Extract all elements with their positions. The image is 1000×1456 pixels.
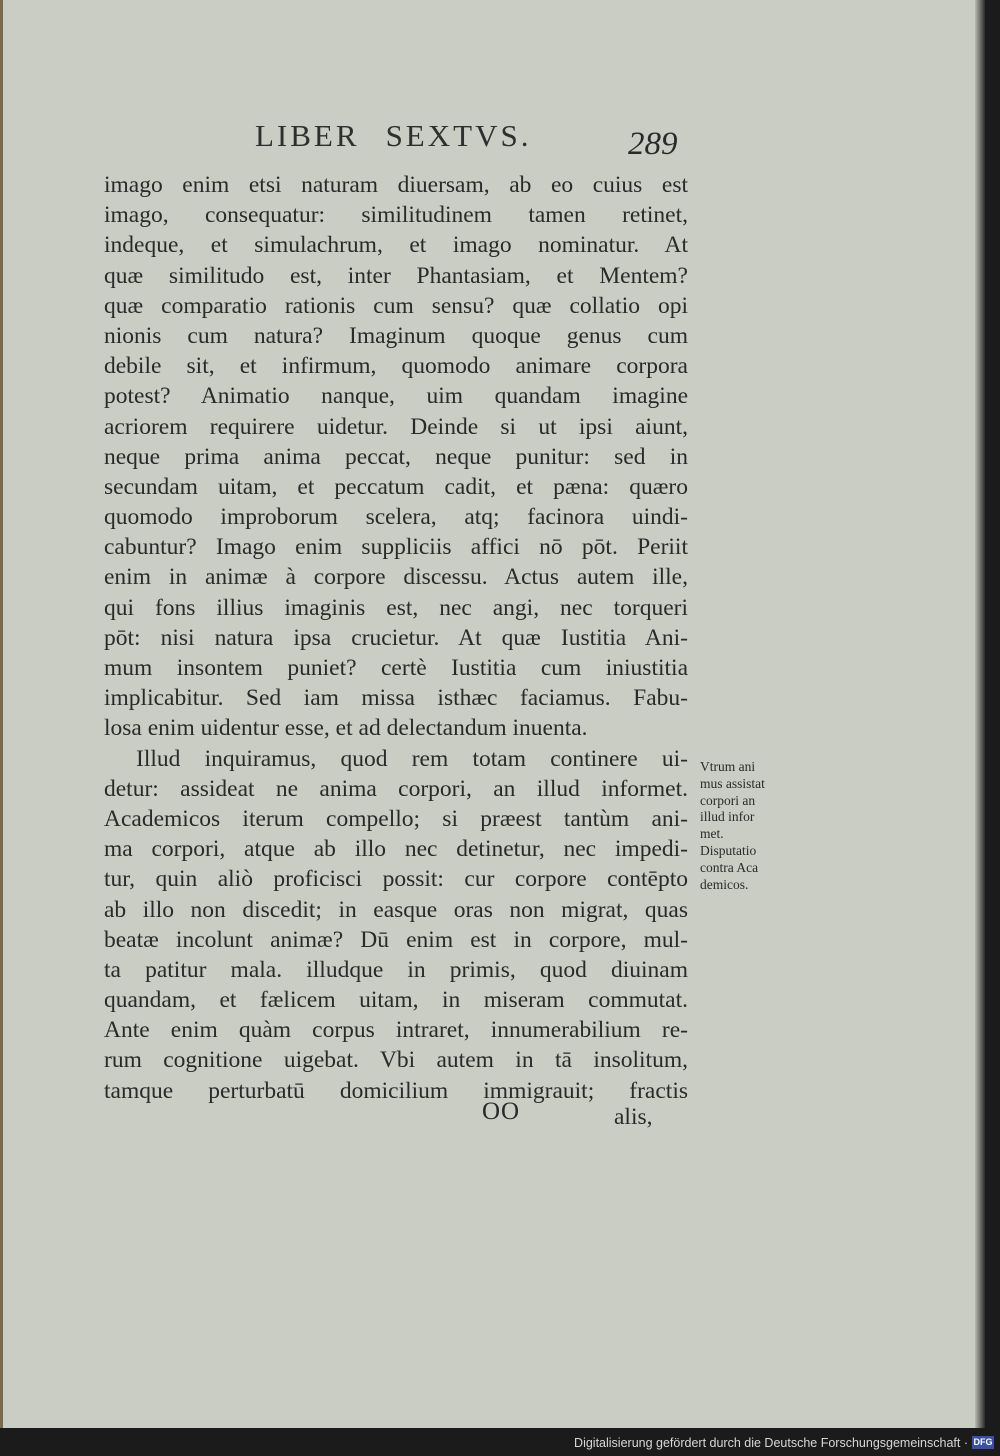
margin-note-line: Vtrum ani bbox=[700, 759, 756, 774]
text-line: quæ comparatio rationis cum sensu? quæ collatio opi bbox=[104, 292, 688, 319]
text-line: quæ similitudo est, inter Phantasiam, et Mentem? bbox=[104, 262, 688, 289]
body-text bbox=[104, 170, 688, 1106]
margin-note-line: met. bbox=[700, 826, 724, 842]
text-line: neque prima anima peccat, neque punitur: sed in bbox=[104, 443, 688, 470]
text-line: ab illo non discedit; in easque oras non migrat, quas bbox=[104, 896, 688, 923]
text-line: enim in animæ à corpore discessu. Actus autem ille, bbox=[104, 564, 688, 591]
margin-note-line: illud infor bbox=[700, 809, 755, 825]
text-line: ma corpori, atque ab illo nec detinetur, nec impedi- bbox=[104, 836, 688, 863]
text-line: ta patitur mala. illudque in primis, quod diuinam bbox=[104, 956, 688, 983]
text-line: losa enim uidentur esse, et ad delectandum inuenta. bbox=[104, 715, 588, 742]
text-line: tur, quin aliò proficisci possit: cur corpore contēpto bbox=[104, 866, 688, 893]
text-line: Ante enim quàm corpus intraret, innumerabilium re- bbox=[104, 1017, 688, 1044]
text-line: debile sit, et infirmum, quomodo animare corpora bbox=[104, 353, 688, 380]
margin-note-line: mus assistat bbox=[700, 775, 765, 791]
margin-note-line: contra Aca bbox=[700, 859, 759, 875]
text-line: implicabitur. Sed iam missa isthæc faciamus. Fabu- bbox=[104, 685, 688, 712]
text-line: indeque, et simulachrum, et imago nominatur. At bbox=[104, 232, 688, 259]
margin-note-line: demicos. bbox=[700, 876, 749, 892]
text-line: mum insontem puniet? certè Iustitia cum iniustitia bbox=[104, 655, 688, 681]
text-line: acriorem requirere uidetur. Deinde si ut ipsi aiunt, bbox=[104, 413, 688, 440]
text-line: quandam, et fælicem uitam, in miseram commutat. bbox=[104, 987, 688, 1014]
text-line: tamque perturbatū domicilium immigrauit; fractis bbox=[104, 1077, 688, 1104]
text-line: Academicos iterum compello; si præest tantùm ani- bbox=[104, 805, 688, 832]
page-number: 289 bbox=[628, 126, 678, 162]
text-line: pōt: nisi natura ipsa crucietur. At quæ Iustitia Ani- bbox=[104, 624, 688, 651]
marginal-note bbox=[700, 759, 800, 893]
digitization-credit: Digitalisierung gefördert durch die Deutsche Forschungsgemeinschaft · bbox=[574, 1436, 968, 1450]
text-line: nionis cum natura? Imaginum quoque genus cum bbox=[104, 322, 688, 349]
margin-note-line: Disputatio bbox=[700, 842, 757, 858]
text-line: beatæ incolunt animæ? Dū enim est in corpore, mul- bbox=[104, 926, 688, 953]
text-line: qui fons illius imaginis est, nec angi, nec torqueri bbox=[104, 594, 688, 621]
margin-note-line: corpori an bbox=[700, 792, 756, 808]
running-head bbox=[255, 118, 531, 154]
signature-mark: OO bbox=[482, 1098, 521, 1125]
text-line: rum cognitione uigebat. Vbi autem in tā insolitum, bbox=[104, 1047, 688, 1074]
running-head-right: SEXTVS. bbox=[385, 118, 532, 153]
text-line: cabuntur? Imago enim suppliciis affici nō pōt. Periit bbox=[104, 534, 688, 561]
text-line: Illud inquiramus, quod rem totam continere ui- bbox=[136, 745, 688, 772]
text-line: imago, consequatur: similitudinem tamen retinet, bbox=[104, 202, 688, 229]
text-line: imago enim etsi naturam diuersam, ab eo cuius est bbox=[104, 172, 688, 198]
text-line: potest? Animatio nanque, uim quandam imagine bbox=[104, 383, 688, 410]
catchword: alis, bbox=[614, 1104, 653, 1130]
running-head-left: LIBER bbox=[255, 118, 360, 153]
text-line: detur: assideat ne anima corpori, an illud informet. bbox=[104, 775, 688, 802]
dfg-logo-icon: DFG bbox=[973, 1437, 993, 1447]
text-line: secundam uitam, et peccatum cadit, et pæna: quæro bbox=[104, 473, 688, 500]
page-edge bbox=[975, 0, 985, 1428]
text-line: quomodo improborum scelera, atq; facinora uindi- bbox=[104, 504, 688, 531]
